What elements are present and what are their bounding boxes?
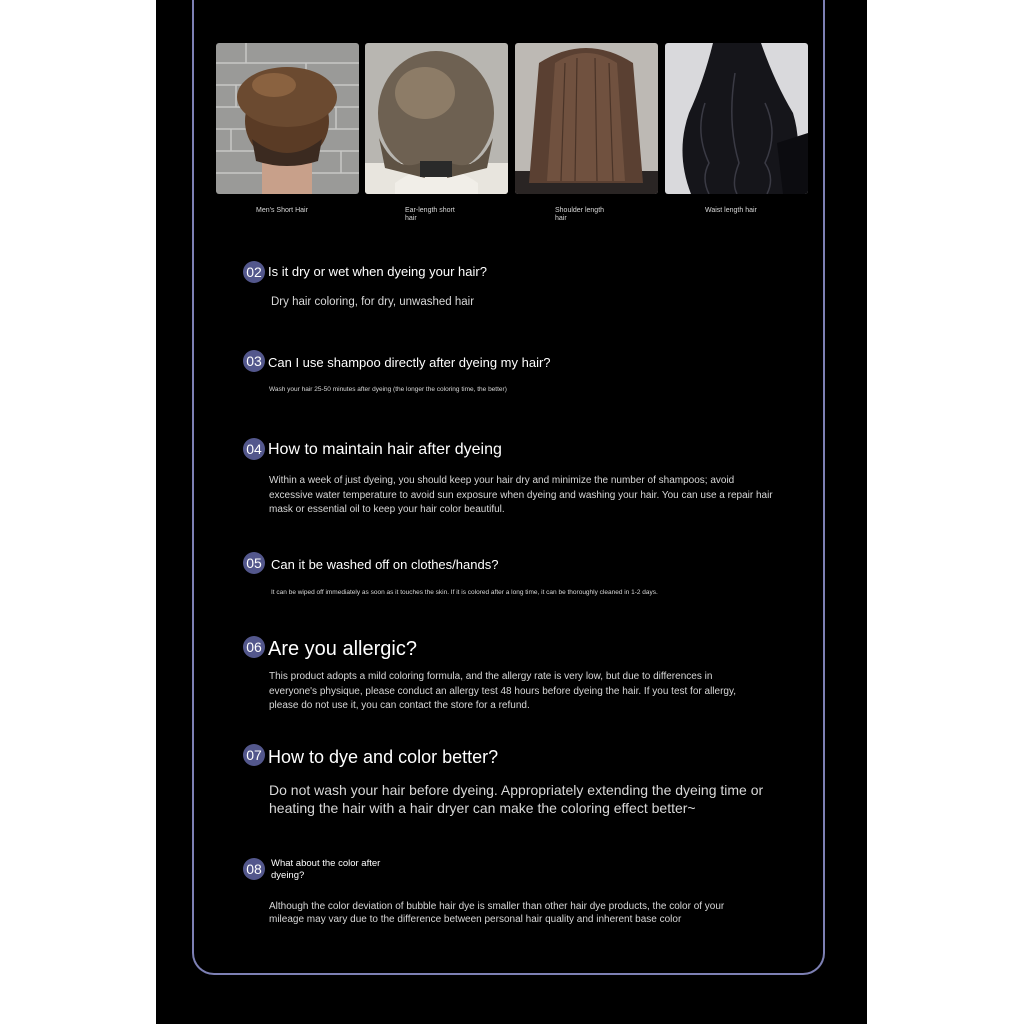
- caption-waist-length-hair: Waist length hair: [705, 207, 757, 214]
- faq-answer: Dry hair coloring, for dry, unwashed hair: [271, 296, 475, 308]
- waist-length-hair-photo: [665, 43, 808, 194]
- caption-mens-short-hair: Men's Short Hair: [256, 207, 308, 214]
- caption-ear-length-short-hair: Ear-length short hair: [405, 207, 455, 222]
- faq-number-badge: 08: [243, 858, 265, 880]
- ear-length-short-hair-photo: [365, 43, 508, 194]
- shoulder-length-hair-photo: [515, 43, 658, 194]
- faq-question: Are you allergic?: [268, 638, 417, 660]
- faq-question: How to dye and color better?: [268, 747, 499, 767]
- faq-question: Is it dry or wet when dyeing your hair?: [268, 264, 487, 279]
- faq-question: How to maintain hair after dyeing: [268, 441, 502, 458]
- faq-answer: Within a week of just dyeing, you should keep your hair dry and minimize the number of shampoos; avoid excessive water temperature to avoid sun exposure when dyeing and washing your hair. You can use a repair hair mask or essential oil to keep your hair color beautiful.: [269, 475, 773, 515]
- caption-shoulder-length-hair: Shoulder length hair: [555, 207, 605, 222]
- faq-answer: Although the color deviation of bubble hair dye is smaller than other hair dye products, the color of your mileage may vary due to the difference between personal hair quality and inherent base color: [269, 901, 725, 925]
- faq-number-badge: 06: [243, 636, 265, 658]
- faq-question: Can I use shampoo directly after dyeing my hair?: [268, 355, 551, 370]
- faq-number-badge: 03: [243, 350, 265, 372]
- faq-number-badge: 07: [243, 744, 265, 766]
- faq-question: What about the color after dyeing?: [271, 858, 381, 881]
- mens-short-hair-photo: [216, 43, 359, 194]
- faq-answer: This product adopts a mild coloring formula, and the allergy rate is very low, but due to differences in everyone's physique, please conduct an allergy test 48 hours before dyeing the hair. If you test for allergy, please do not use it, you can contact the store for a refund.: [269, 671, 737, 711]
- faq-number-badge: 02: [243, 261, 265, 283]
- faq-answer: Do not wash your hair before dyeing. Appropriately extending the dyeing time or heating the hair with a hair dryer can make the coloring effect better~: [269, 782, 764, 816]
- faq-answer: Wash your hair 25-50 minutes after dyeing (the longer the coloring time, the better): [269, 386, 507, 393]
- faq-answer: It can be wiped off immediately as soon as it touches the skin. If it is colored after a long time, it can be thoroughly cleaned in 1-2 days.: [271, 589, 658, 596]
- faq-number-badge: 04: [243, 438, 265, 460]
- faq-number-badge: 05: [243, 552, 265, 574]
- faq-question: Can it be washed off on clothes/hands?: [271, 557, 499, 572]
